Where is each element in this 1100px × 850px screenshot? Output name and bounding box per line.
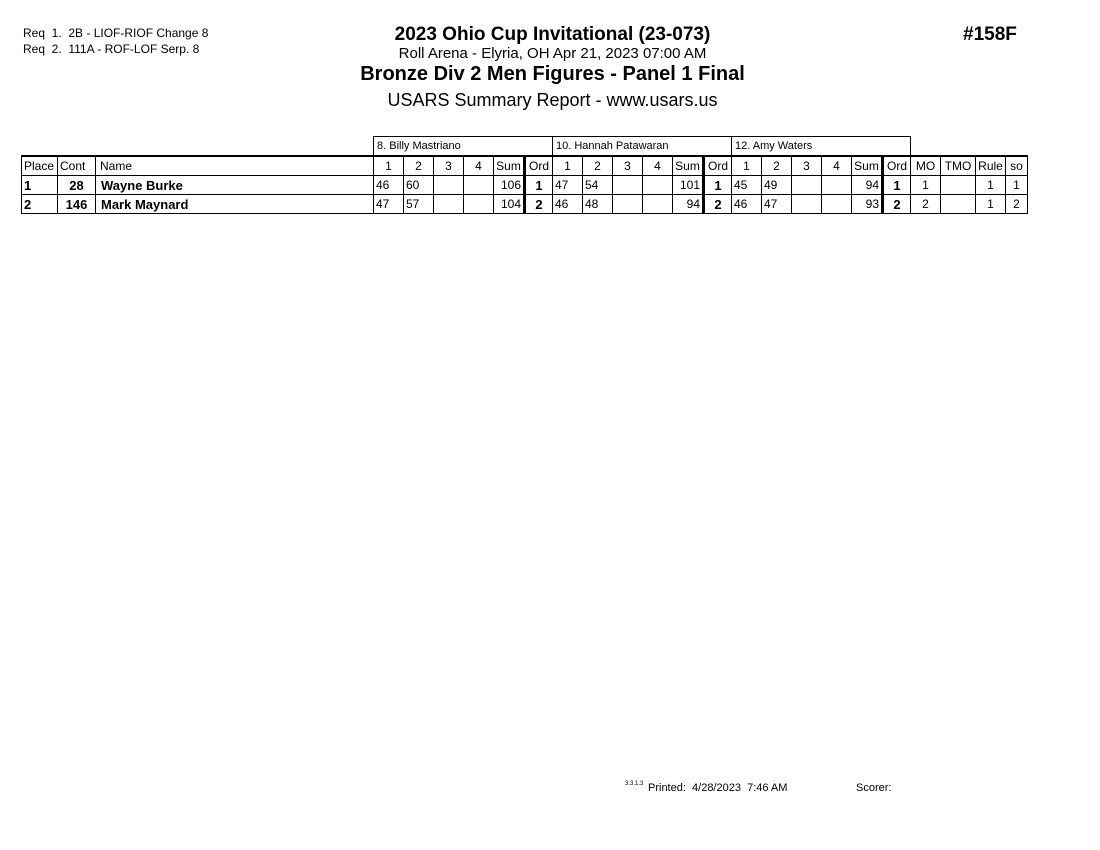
score-cell: 47	[374, 195, 404, 214]
score-cell: 54	[583, 176, 613, 195]
score-cell: 45	[732, 176, 762, 195]
sum-cell: 94	[852, 176, 883, 195]
sum-cell: 104	[494, 195, 525, 214]
tmo-cell	[941, 195, 976, 214]
sum-cell: 101	[673, 176, 704, 195]
col-header-mo: MO	[911, 156, 941, 176]
sum-cell: 94	[673, 195, 704, 214]
score-cell	[434, 176, 464, 195]
score-cell	[434, 195, 464, 214]
score-cell	[643, 176, 673, 195]
score-cell	[613, 176, 643, 195]
printed-timestamp: Printed: 4/28/2023 7:46 AM	[648, 782, 788, 794]
score-cell	[464, 176, 494, 195]
score-cell: 57	[404, 195, 434, 214]
ordinal-cell: 1	[883, 176, 911, 195]
ordinal-cell: 1	[704, 176, 732, 195]
col-header-j2-score-4: 4	[643, 156, 673, 176]
col-header-name: Name	[96, 156, 374, 176]
col-header-cont: Cont	[58, 156, 96, 176]
col-header-place: Place	[22, 156, 58, 176]
score-cell: 49	[762, 176, 792, 195]
mo-cell: 1	[911, 176, 941, 195]
judge-name-2: 10. Hannah Patawaran	[553, 137, 732, 157]
score-cell: 46	[374, 176, 404, 195]
skater-name-cell: Mark Maynard	[96, 195, 374, 214]
score-cell: 47	[553, 176, 583, 195]
col-header-j3-sum: Sum	[852, 156, 883, 176]
requirement-1: Req 1. 2B - LIOF-RIOF Change 8	[23, 26, 209, 40]
venue-line: Roll Arena - Elyria, OH Apr 21, 2023 07:00 AM	[398, 45, 707, 62]
ordinal-cell: 1	[525, 176, 553, 195]
col-header-j1-score-2: 2	[404, 156, 434, 176]
col-header-j2-sum: Sum	[673, 156, 704, 176]
col-header-j1-score-3: 3	[434, 156, 464, 176]
mo-cell: 2	[911, 195, 941, 214]
report-title: USARS Summary Report - www.usars.us	[387, 90, 718, 110]
table-row	[22, 176, 1028, 195]
requirement-2: Req 2. 111A - ROF-LOF Serp. 8	[23, 42, 200, 56]
col-header-j3-score-1: 1	[732, 156, 762, 176]
col-header-so: so	[1006, 156, 1028, 176]
score-cell	[464, 195, 494, 214]
score-cell	[792, 195, 822, 214]
col-header-j2-score-3: 3	[613, 156, 643, 176]
col-header-tmo: TMO	[941, 156, 976, 176]
sum-cell: 106	[494, 176, 525, 195]
event-number: #158F	[963, 24, 1017, 45]
score-cell	[822, 176, 852, 195]
col-header-rule: Rule	[976, 156, 1006, 176]
score-cell: 46	[732, 195, 762, 214]
place-cell: 2	[22, 195, 58, 214]
cont-cell: 28	[58, 176, 96, 195]
scorer-label: Scorer:	[856, 782, 892, 794]
so-cell: 2	[1006, 195, 1028, 214]
judge-name-3: 12. Amy Waters	[732, 137, 911, 157]
sum-cell: 93	[852, 195, 883, 214]
score-cell	[643, 195, 673, 214]
score-cell: 46	[553, 195, 583, 214]
col-header-j2-score-1: 1	[553, 156, 583, 176]
col-header-j1-score-4: 4	[464, 156, 494, 176]
ordinal-cell: 2	[704, 195, 732, 214]
score-cell	[822, 195, 852, 214]
score-cell	[792, 176, 822, 195]
event-title: 2023 Ohio Cup Invitational (23-073)	[394, 24, 711, 45]
col-header-j3-ord: Ord	[883, 156, 911, 176]
ordinal-cell: 2	[883, 195, 911, 214]
table-row	[22, 195, 1028, 214]
col-header-j1-score-1: 1	[374, 156, 404, 176]
judge-name-1: 8. Billy Mastriano	[374, 137, 553, 157]
division-title: Bronze Div 2 Men Figures - Panel 1 Final	[360, 63, 745, 85]
place-cell: 1	[22, 176, 58, 195]
judge-header-row	[22, 137, 1028, 157]
col-header-j3-score-4: 4	[822, 156, 852, 176]
tmo-cell	[941, 176, 976, 195]
rule-cell: 1	[976, 176, 1006, 195]
score-cell: 60	[404, 176, 434, 195]
results-table	[21, 136, 1028, 214]
skater-name-cell: Wayne Burke	[96, 176, 374, 195]
col-header-j1-sum: Sum	[494, 156, 525, 176]
cont-cell: 146	[58, 195, 96, 214]
col-header-j3-score-3: 3	[792, 156, 822, 176]
col-header-j3-score-2: 2	[762, 156, 792, 176]
col-header-j2-ord: Ord	[704, 156, 732, 176]
score-cell: 48	[583, 195, 613, 214]
ordinal-cell: 2	[525, 195, 553, 214]
rule-cell: 1	[976, 195, 1006, 214]
column-header-row	[22, 156, 1028, 176]
score-cell	[613, 195, 643, 214]
col-header-j2-score-2: 2	[583, 156, 613, 176]
col-header-j1-ord: Ord	[525, 156, 553, 176]
so-cell: 1	[1006, 176, 1028, 195]
score-cell: 47	[762, 195, 792, 214]
version-mark: 3.3.1.3	[625, 781, 644, 787]
